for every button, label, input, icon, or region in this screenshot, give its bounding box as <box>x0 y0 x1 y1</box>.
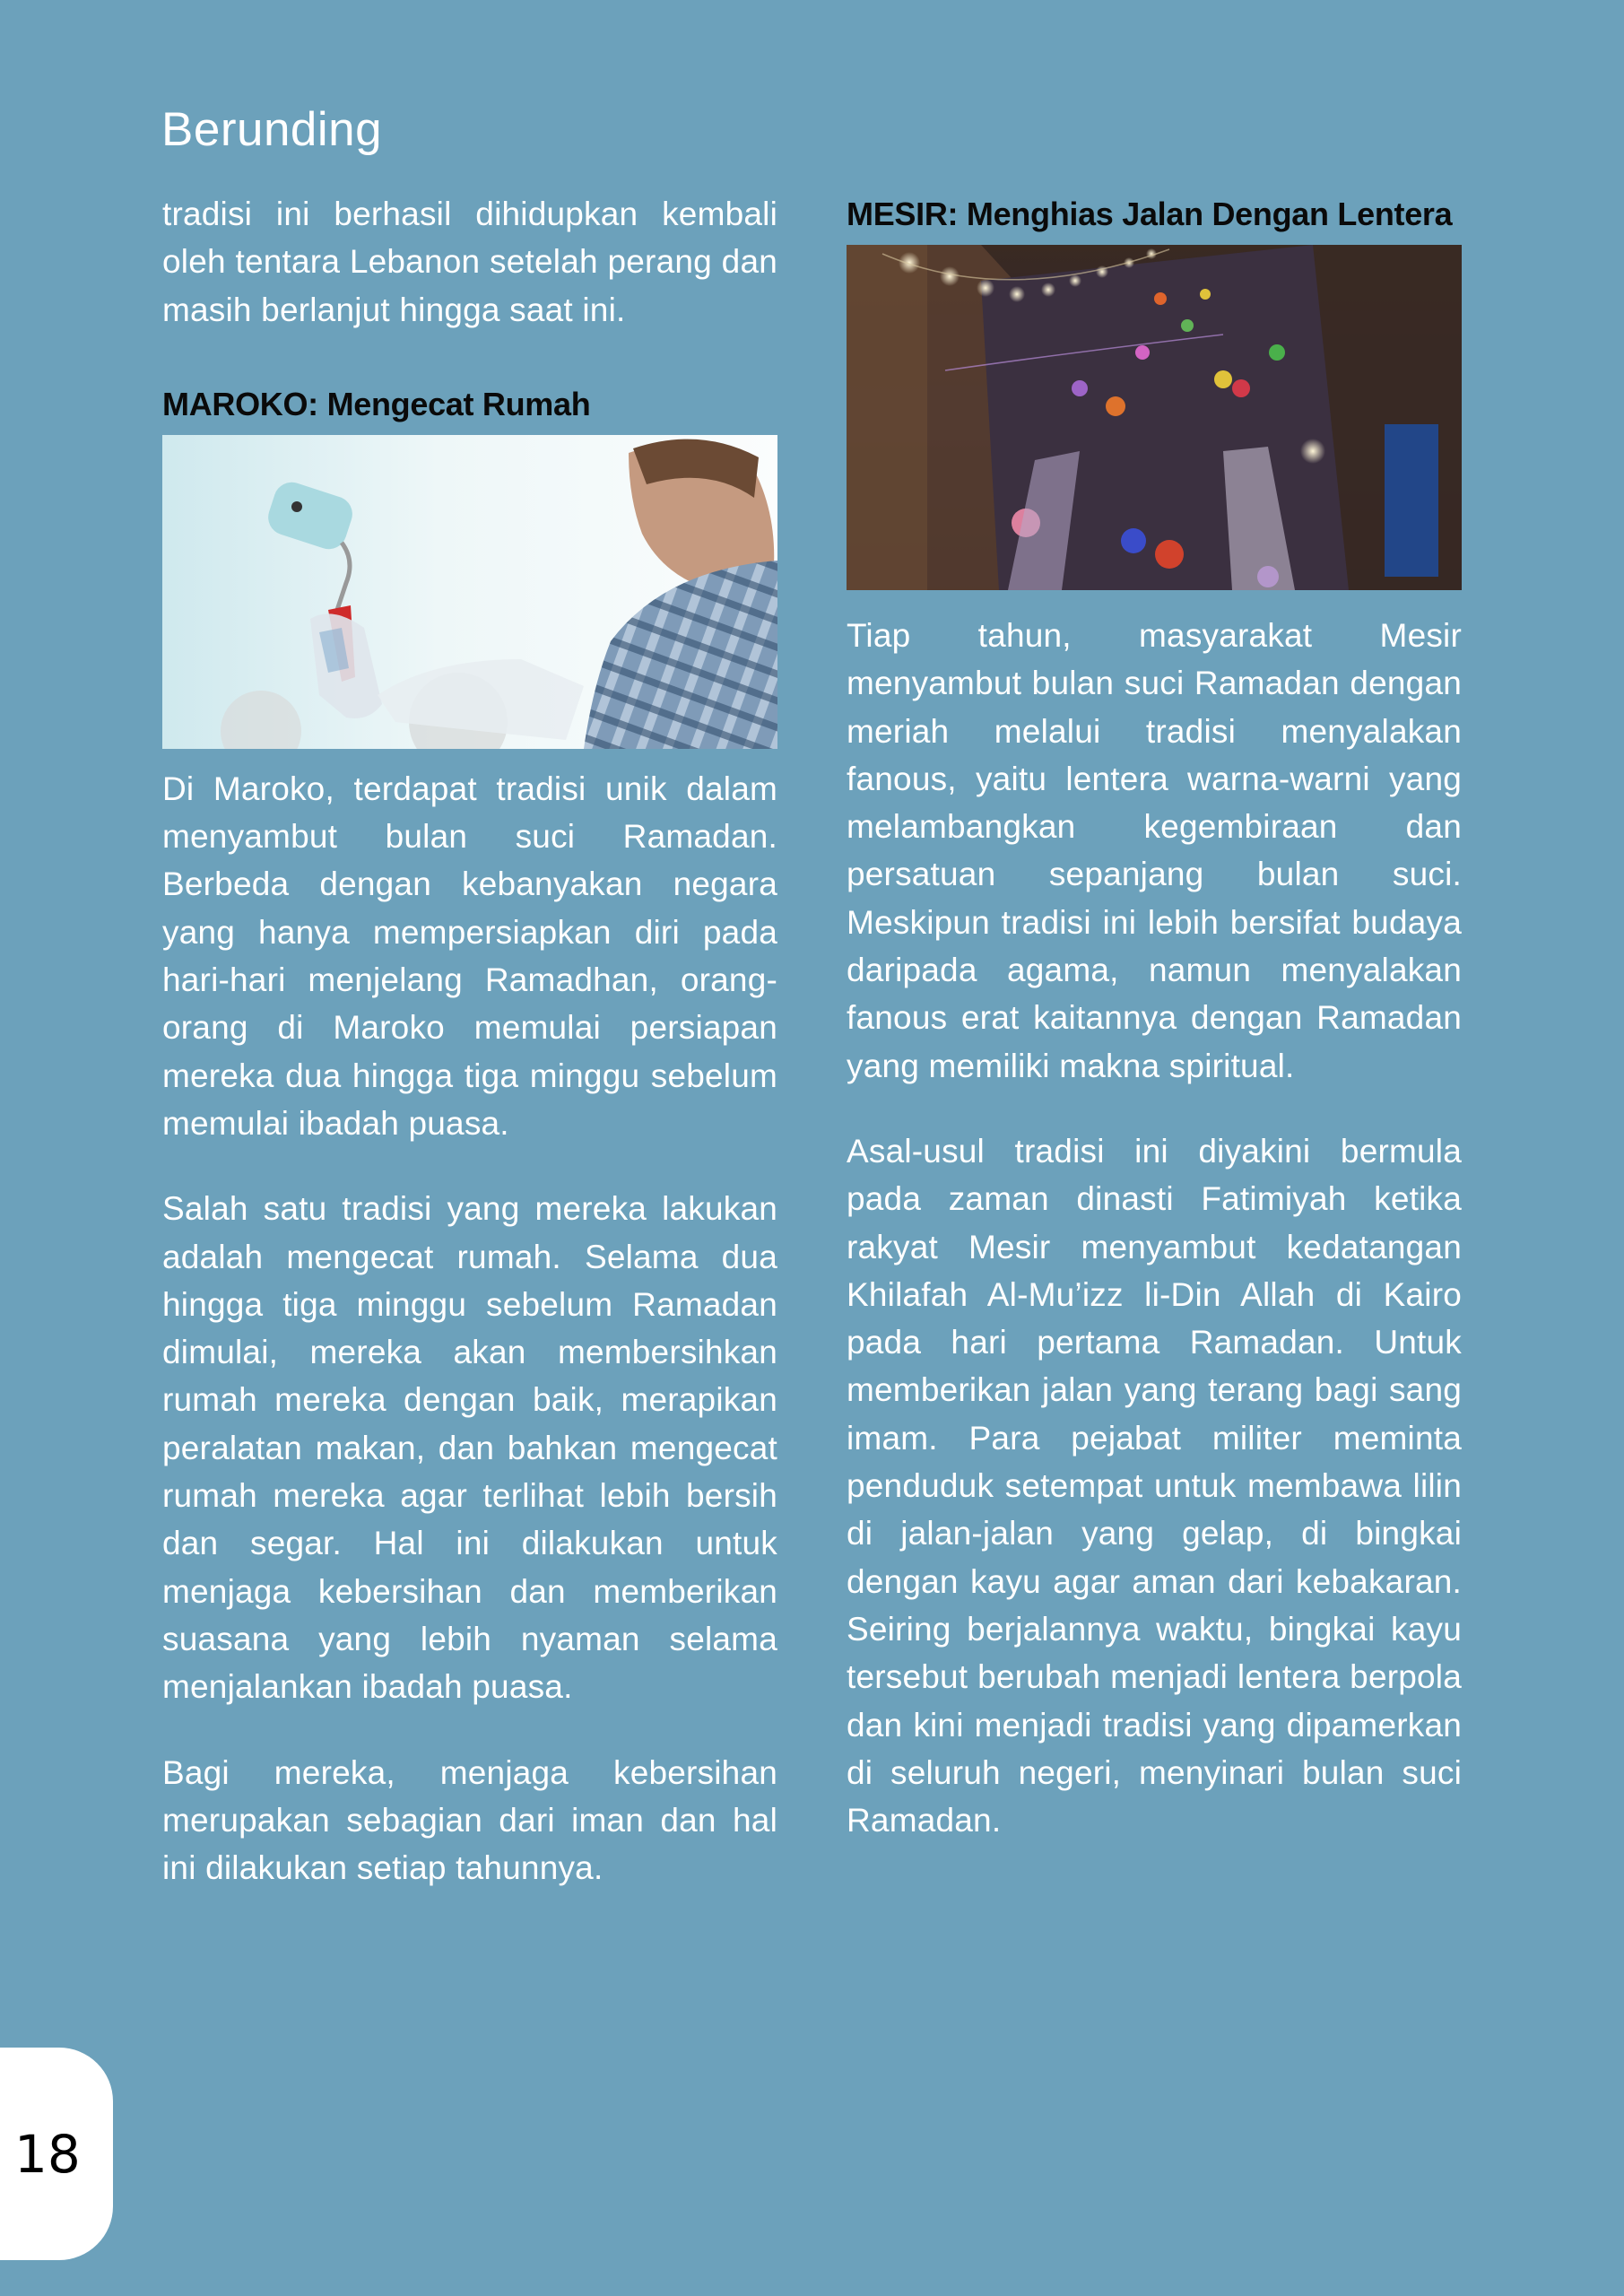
page-number: 18 <box>14 2123 81 2185</box>
street-crowd-photo <box>847 245 1462 590</box>
paragraph-maroko-3: Bagi mereka, menjaga kebersihan merupakan sebagian dari iman dan hal ini dilakukan setiap tahunnya. <box>162 1753 777 1887</box>
page-number-tab <box>0 2048 113 2260</box>
spacer <box>847 1090 1462 1127</box>
section-heading-mesir: MESIR: Menghias Jalan Dengan Lentera <box>847 196 1453 232</box>
paragraph-maroko-1: Di Maroko, terdapat tradisi unik dalam menyambut bulan suci Ramadan. Berbeda dengan kebanyakan negara yang hanya mempersiapkan diri pada hari-hari menjelang Ramadhan, orang-orang di Maroko memulai persiapan mereka dua hingga tiga minggu sebelum memulai ibadah puasa. <box>162 770 777 1142</box>
intro-paragraph: tradisi ini berhasil dihidupkan kembali oleh tentara Lebanon setelah perang dan masih berlanjut hingga saat ini. <box>162 196 777 328</box>
paragraph-mesir-1: Tiap tahun, masyarakat Mesir menyambut bulan suci Ramadan dengan meriah melalui tradisi menyalakan fanous, yaitu lentera warna-warni yang melambangkan kegembiraan dan persatuan sepanjang bulan suci. Meskipun tradisi ini lebih bersifat budaya daripada agama, namun menyalakan fanous erat kaitannya dengan Ramadan yang memiliki makna spiritual. <box>847 617 1462 1084</box>
paragraph-mesir-2: Asal-usul tradisi ini diyakini bermula pada zaman dinasti Fatimiyah ketika rakyat Mesir menyambut kedatangan Khilafah Al-Mu’izz li-Din Allah di Kairo pada hari pertama Ramadan. Untuk memberikan jalan yang terang bagi sang imam. Para pejabat militer meminta penduduk setempat untuk membawa lilin di jalan-jalan yang gelap, di bingkai dengan kayu agar aman dari kebakaran. Seiring berjalannya waktu, bingkai kayu tersebut berubah menjadi lentera berpola dan kini menjadi tradisi yang dipamerkan di seluruh negeri, menyinari bulan suci Ramadan. <box>847 1132 1462 1839</box>
painter-photo-illustration <box>162 435 777 749</box>
page-title: Berunding <box>161 103 383 156</box>
right-column <box>847 190 1462 1844</box>
spacer <box>162 334 777 380</box>
section-heading-maroko: MAROKO: Mengecat Rumah <box>162 385 591 422</box>
left-column <box>162 190 777 1892</box>
spacer <box>162 1147 777 1185</box>
painter-photo <box>162 435 777 749</box>
spacer <box>162 1711 777 1749</box>
paragraph-maroko-2: Salah satu tradisi yang mereka lakukan adalah mengecat rumah. Selama dua hingga tiga minggu sebelum Ramadan dimulai, mereka akan membersihkan rumah mereka dengan baik, merapikan peralatan makan, dan bahkan mengecat rumah mereka agar terlihat lebih bersih dan segar. Hal ini dilakukan untuk menjaga kebersihan dan memberikan suasana yang lebih nyaman selama menjalankan ibadah puasa. <box>162 1190 777 1706</box>
street-crowd-photo-illustration <box>847 245 1462 590</box>
